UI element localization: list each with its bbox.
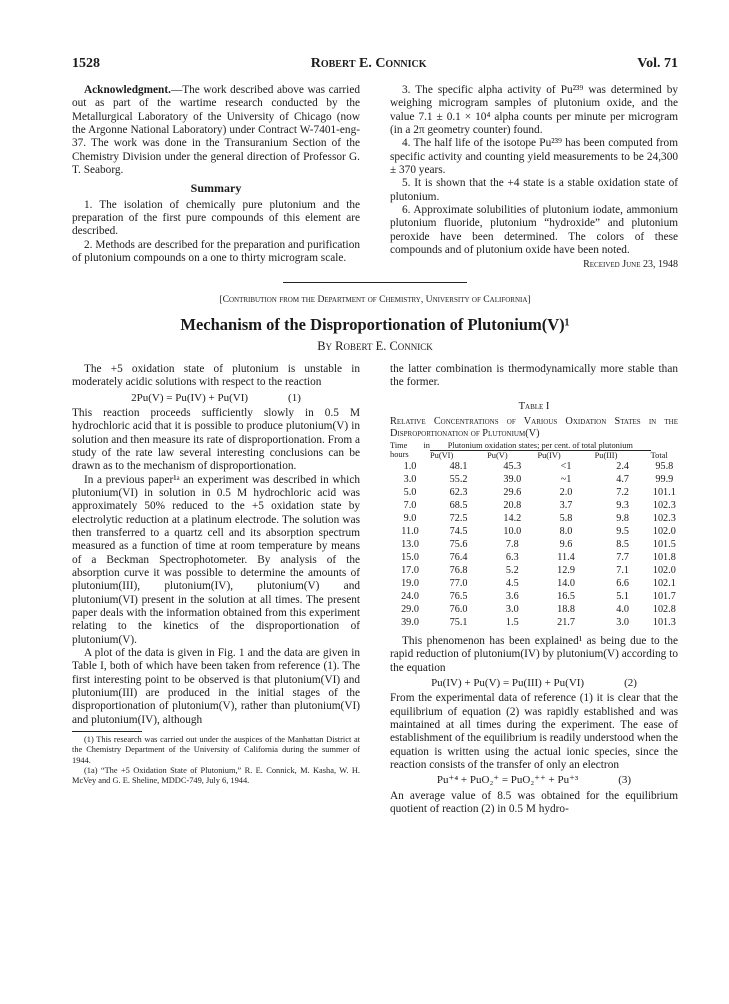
table-cell: 102.3 (652, 512, 676, 524)
left-column-top (72, 84, 360, 272)
table-cell: 39.0 (503, 473, 522, 485)
table-cell: 7.1 (616, 564, 629, 576)
table-cell: 3.0 (403, 473, 417, 485)
table-cell: 4.0 (616, 603, 629, 615)
table-cell: 29.6 (503, 486, 522, 498)
table-cell: 1.5 (505, 616, 519, 628)
table-cell: 10.0 (503, 525, 522, 537)
table-cell: 7.2 (616, 486, 629, 498)
table-cell: 6.3 (505, 551, 519, 563)
table-cell: 101.3 (652, 616, 676, 628)
right-column-top (390, 84, 678, 272)
table-cell: 74.5 (449, 525, 468, 537)
table-cell: 101.8 (652, 551, 676, 563)
summary-point-2: 2. Methods are described for the preparation and purification of plutonium compounds on a one to thirty microgram scale. (72, 238, 360, 265)
paragraph-previous-paper: In a previous paper¹ᵃ an experiment was described in which plutonium(VI) in solution in 0.5 M hydrochloric acid was approximately 50% reduced to the +5 oxidation state by electrolytic reduction at a platinum electrode. The solution was then transferred to a quartz cell and its absorption spectrum measured as a function of time at room temperature by means of a Beckman Spectrophotometer. By analysis of the absorption curve it was possible to determine the amounts of plutonium(III), plutonium(IV), plutonium(V) and plutonium(VI) present in the solution at all times. The present paper deals with the information obtained from this experiment relating to the kinetics of the disproportionation of plutonium(V). (72, 473, 360, 646)
column-header-time: Time in hours (390, 441, 430, 460)
table-cell: 9.3 (616, 499, 629, 511)
equation-3: Pu⁺⁴ + PuO₂⁺ = PuO₂⁺⁺ + Pu⁺³ (3) (436, 774, 632, 787)
table-row (390, 551, 678, 564)
table-cell: 76.4 (449, 551, 468, 563)
table-title: Table I (518, 400, 550, 412)
table-cell: 72.5 (449, 512, 468, 524)
column-header: Total (650, 450, 668, 460)
volume-label: Vol. 71 (637, 56, 678, 71)
right-column-body (390, 363, 678, 817)
table-row (390, 603, 678, 616)
table-cell: ~1 (560, 473, 572, 485)
footnotes (72, 735, 360, 786)
table-row (390, 590, 678, 603)
journal-page (72, 56, 678, 816)
table-cell: 55.2 (449, 473, 468, 485)
table-cell: 7.0 (403, 499, 417, 511)
table-cell: 76.8 (449, 564, 468, 576)
contribution-line: [Contribution from the Department of Chemistry, University of California] (219, 293, 531, 305)
paragraph-stable: the latter combination is thermodynamically more stable than the former. (390, 362, 678, 389)
table-cell: 76.0 (449, 603, 468, 615)
table-row (390, 577, 678, 590)
running-author: Robert E. Connick (310, 56, 427, 71)
table-cell: 15.0 (401, 551, 419, 563)
table-cell: 16.5 (557, 590, 575, 602)
table-cell: 8.5 (616, 538, 629, 550)
table-cell: 77.0 (449, 577, 468, 589)
article-title: Mechanism of the Disproportionation of Plutonium(V)¹ (180, 314, 570, 334)
table-cell: 7.7 (616, 551, 629, 563)
table-row (390, 473, 678, 486)
table-cell: 9.5 (616, 525, 629, 537)
table-cell: 102.1 (652, 577, 676, 589)
table-row (390, 564, 678, 577)
table-cell: 101.7 (652, 590, 676, 602)
table-cell: 3.0 (505, 603, 519, 615)
table-cell: 3.0 (616, 616, 629, 628)
table-cell: 14.2 (503, 512, 522, 524)
table-cell: 3.6 (505, 590, 519, 602)
table-cell: 3.7 (559, 499, 573, 511)
table-cell: 17.0 (401, 564, 419, 576)
table-cell: 39.0 (401, 616, 419, 628)
summary-point-4: 4. The half life of the isotope Pu²³⁹ has been computed from specific activity and counting yield measurements to be 24,300 ± 370 years. (390, 137, 678, 177)
paragraph-phenomenon: This phenomenon has been explained¹ as being due to the rapid reduction of plutonium(IV) by plutonium(V) according to the equation (390, 634, 678, 674)
table-cell: 68.5 (449, 499, 468, 511)
table-cell: 20.8 (503, 499, 522, 511)
summary-point-5: 5. It is shown that the +4 state is a stable oxidation state of plutonium. (390, 177, 678, 203)
footnote-1a: (1a) “The +5 Oxidation State of Plutonium,” R. E. Connick, M. Kasha, W. H. McVey and G. E. Sheline, MDDC-749, July 6, 1944. (72, 765, 360, 785)
column-header: Pu(III) (595, 450, 651, 460)
table-cell: 2.4 (616, 460, 629, 472)
summary-point-6: 6. Approximate solubilities of plutonium iodate, ammonium plutonium fluoride, plutonium “hydroxide” and plutonium peroxide have been determined. The colors of these compounds and of plutonium oxide have been noted. (390, 204, 678, 257)
table-cell: 101.5 (652, 538, 676, 550)
table-cell: 45.3 (503, 460, 522, 472)
table-cell: 4.5 (505, 577, 519, 589)
table-cell: 5.0 (403, 486, 417, 498)
column-span-label: Plutonium oxidation states; per cent. of total plutonium (447, 440, 633, 450)
summary-heading: Summary (190, 181, 242, 196)
footnote-divider (72, 731, 142, 732)
table-row (390, 538, 678, 551)
page-number: 1528 (72, 56, 100, 71)
table-cell: 18.8 (557, 603, 575, 615)
table-cell: 2.0 (559, 486, 573, 498)
table-cell: 5.1 (616, 590, 629, 602)
table-cell: 9.0 (403, 512, 417, 524)
data-table (390, 441, 678, 629)
table-row (390, 499, 678, 512)
previous-article-end (72, 84, 678, 272)
table-cell: 102.8 (652, 603, 676, 615)
table-cell: 102.3 (652, 499, 676, 511)
table-cell: 9.6 (559, 538, 573, 550)
column-header: Pu(V) (487, 450, 537, 460)
table-cell: 19.0 (401, 577, 419, 589)
table-cell: 75.6 (449, 538, 468, 550)
table-row (390, 486, 678, 499)
table-row (390, 460, 678, 473)
paragraph-rate: This reaction proceeds sufficiently slowly in 0.5 M hydrochloric acid that it is possible to produce plutonium(V) in solution and then measure its rate of disproportionation. From a study of the rate law several interesting conclusions can be drawn as to the mechanism of disproportionation. (72, 406, 361, 473)
summary-point-3: 3. The specific alpha activity of Pu²³⁹ was determined by weighing microgram samples of plutonium oxide, and the value 7.1 ± 0.1 × 10⁴ alpha counts per minute per microgram (in a 2π geometry counter) found. (390, 84, 678, 137)
table-cell: 9.8 (616, 512, 629, 524)
table-cell: 76.5 (449, 590, 468, 602)
column-header: Pu(VI) (430, 450, 487, 460)
table-cell: 8.0 (559, 525, 573, 537)
table-cell: <1 (560, 460, 572, 472)
table-cell: 12.9 (557, 564, 575, 576)
table-cell: 101.1 (652, 486, 676, 498)
left-column-body (72, 363, 360, 817)
table-cell: 21.7 (557, 616, 575, 628)
table-cell: 7.8 (505, 538, 519, 550)
table-cell: 5.8 (559, 512, 573, 524)
footnote-1: (1) This research was carried out under the auspices of the Manhattan District at the Chemistry Department of the University of California during the summer of 1944. (72, 735, 360, 765)
table-cell: 62.3 (449, 486, 468, 498)
table-caption: Relative Concentrations of Various Oxidation States in the Disproportionation of Plutonium(V) (390, 415, 678, 439)
table-cell: 95.8 (655, 460, 674, 472)
received-date: Received June 23, 1948 (583, 259, 678, 271)
section-divider (283, 282, 467, 283)
intro-paragraph: The +5 oxidation state of plutonium is unstable in moderately acidic solutions with respect to the reaction (72, 362, 360, 389)
table-cell: 6.6 (616, 577, 629, 589)
table-row (390, 512, 678, 525)
table-row (390, 616, 678, 629)
paragraph-plot: A plot of the data is given in Fig. 1 and the data are given in Table I, both of which have been taken from reference (1). The first interesting point to be observed is that plutonium(VI) and plutonium(III) are produced in the initial stages of the disproportionation of plutonium(V), rather than plutonium(VI) and plutonium(IV), although (72, 647, 360, 726)
table-row (390, 525, 678, 538)
table-cell: 75.1 (449, 616, 468, 628)
table-cell: 102.0 (652, 564, 676, 576)
table-cell: 11.4 (557, 551, 575, 563)
table-cell: 13.0 (401, 538, 419, 550)
table-cell: 24.0 (401, 590, 419, 602)
table-cell: 29.0 (401, 603, 419, 615)
table-cell: 99.9 (655, 473, 674, 485)
table-cell: 11.0 (401, 525, 419, 537)
equation-2: Pu(IV) + Pu(V) = Pu(III) + Pu(VI) (2) (431, 676, 637, 689)
table-cell: 102.0 (652, 525, 676, 537)
table-cell: 1.0 (403, 460, 417, 472)
equation-1: 2Pu(V) = Pu(IV) + Pu(VI) (1) (131, 391, 301, 404)
article-byline: By Robert E. Connick (317, 338, 433, 353)
article-body (72, 363, 678, 817)
running-header (72, 56, 678, 72)
table-cell: 4.7 (616, 473, 629, 485)
table-cell: 48.1 (449, 460, 468, 472)
paragraph-experimental: From the experimental data of reference (1) it is clear that the equilibrium of equation (2) was rapidly established and was maintained at all times during the experiment. The ease of establishment of the equilibrium is readily understood when the equation is written using the actual ionic species, since the reaction consists of the transfer of only an electron (390, 692, 679, 771)
column-header: Pu(IV) (537, 450, 594, 460)
acknowledgment-paragraph: Acknowledgment.—The work described above was carried out as part of the wartime research conducted by the Metallurgical Laboratory of the University of Chicago (now the Argonne National Laboratory) under Contract W-7401-eng-37. The work was done in the Transuranium Section of the Chemistry Division under the general direction of Professor G. T. Seaborg. (72, 84, 360, 177)
paragraph-average: An average value of 8.5 was obtained for the equilibrium quotient of reaction (2) in 0.5 M hydro- (390, 789, 678, 815)
table-cell: 5.2 (505, 564, 519, 576)
table-cell: 14.0 (557, 577, 575, 589)
summary-point-1: 1. The isolation of chemically pure plutonium and the preparation of the first pure compounds of this element are described. (72, 198, 360, 238)
